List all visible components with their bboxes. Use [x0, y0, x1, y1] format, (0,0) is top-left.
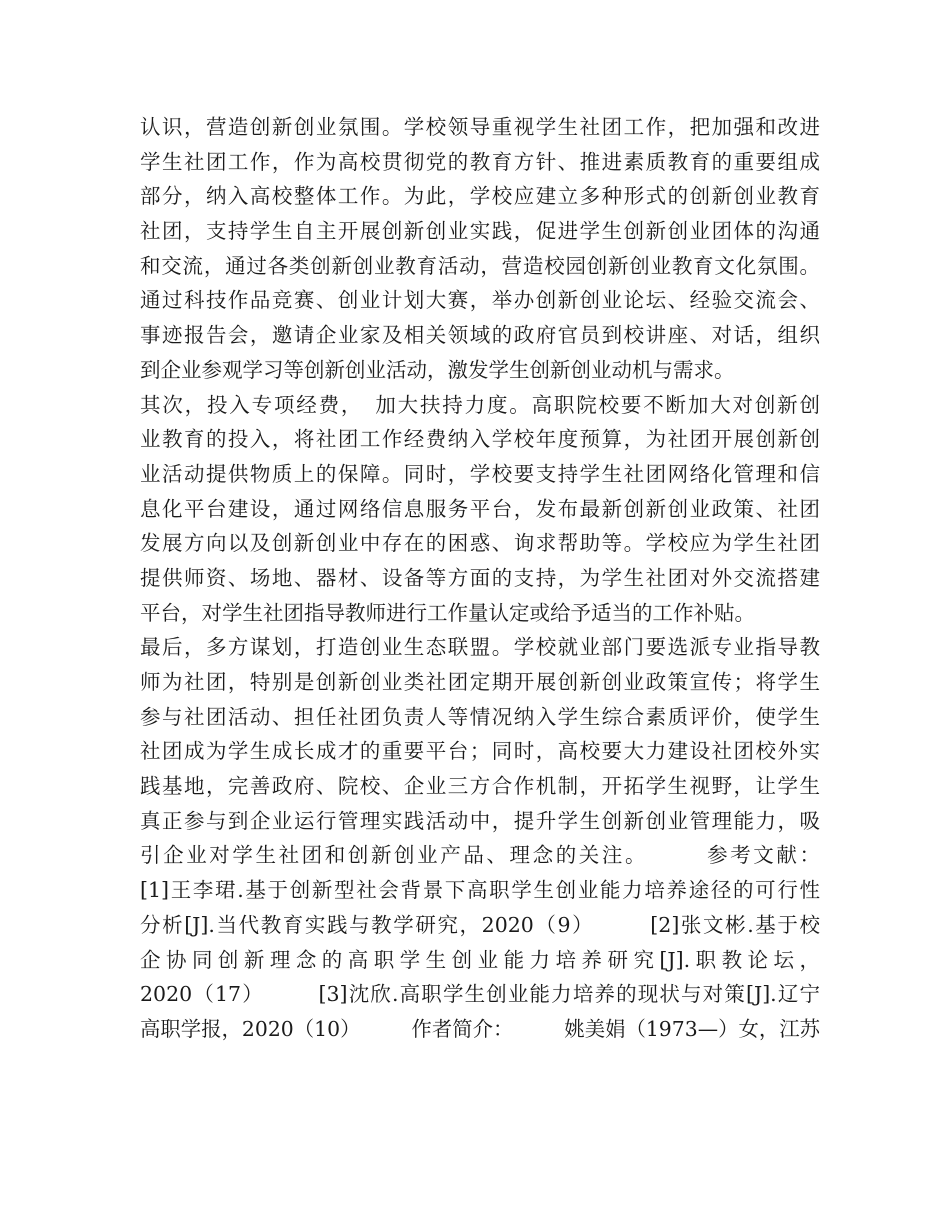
text-line: 业活动提供物质上的保障。同时，学校要支持学生社团网络化管理和信	[140, 461, 820, 486]
reference-line: [1]王李珺.基于创新型社会背景下高职学生创业能力培养途径的可行性	[140, 878, 820, 903]
text-line: 和交流，通过各类创新创业教育活动，营造校园创新创业教育文化氛围。	[140, 253, 820, 278]
text-line: 学生社团工作，作为高校贯彻党的教育方针、推进素质教育的重要组成	[140, 149, 820, 174]
body-text	[140, 110, 820, 1047]
text-line: 社团成为学生成长成才的重要平台；同时，高校要大力建设社团校外实	[140, 739, 820, 764]
text-line: 最后，多方谋划，打造创业生态联盟。学校就业部门要选派专业指导教	[140, 635, 820, 660]
text-line: 到企业参观学习等创新创业活动，激发学生创新创业动机与需求。	[140, 357, 735, 382]
text-line: 其次，投入专项经费， 加大扶持力度。高职院校要不断加大对创新创	[140, 392, 820, 417]
text-line: 认识，营造创新创业氛围。学校领导重视学生社团工作，把加强和改进	[140, 115, 820, 139]
text-line: 息化平台建设，通过网络信息服务平台，发布最新创新创业政策、社团	[140, 496, 820, 521]
author-line: 高职学报，2020（10） 作者简介： 姚美娟（1973—）女，江苏	[140, 1016, 820, 1041]
reference-line: 2020（17） [3]沈欣.高职学生创业能力培养的现状与对策[J].辽宁	[140, 982, 820, 1007]
text-line: 引企业对学生社团和创新创业产品、理念的关注。 参考文献：	[140, 843, 820, 868]
text-line: 参与社团活动、担任社团负责人等情况纳入学生综合素质评价，使学生	[140, 704, 820, 729]
text-line: 平台，对学生社团指导教师进行工作量认定或给予适当的工作补贴。	[140, 600, 755, 625]
text-line: 业教育的投入，将社团工作经费纳入学校年度预算，为社团开展创新创	[140, 427, 820, 452]
text-line: 部分，纳入高校整体工作。为此，学校应建立多种形式的创新创业教育	[140, 184, 820, 209]
reference-line: 分析[J].当代教育实践与教学研究，2020（9） [2]张文彬.基于校	[140, 912, 820, 937]
text-line: 践基地，完善政府、院校、企业三方合作机制，开拓学生视野，让学生	[140, 774, 820, 799]
reference-line: 企协同创新理念的高职学生创业能力培养研究[J].职教论坛，	[140, 947, 820, 972]
text-line: 通过科技作品竞赛、创业计划大赛，举办创新创业论坛、经验交流会、	[140, 288, 820, 313]
text-line: 师为社团，特别是创新创业类社团定期开展创新创业政策宣传；将学生	[140, 670, 820, 694]
text-line: 提供师资、场地、器材、设备等方面的支持，为学生社团对外交流搭建	[140, 565, 820, 590]
text-line: 社团，支持学生自主开展创新创业实践，促进学生创新创业团体的沟通	[140, 219, 820, 244]
text-line: 事迹报告会，邀请企业家及相关领域的政府官员到校讲座、对话，组织	[140, 323, 820, 348]
text-line: 真正参与到企业运行管理实践活动中，提升学生创新创业管理能力，吸	[140, 808, 820, 833]
text-line: 发展方向以及创新创业中存在的困惑、询求帮助等。学校应为学生社团	[140, 531, 820, 556]
